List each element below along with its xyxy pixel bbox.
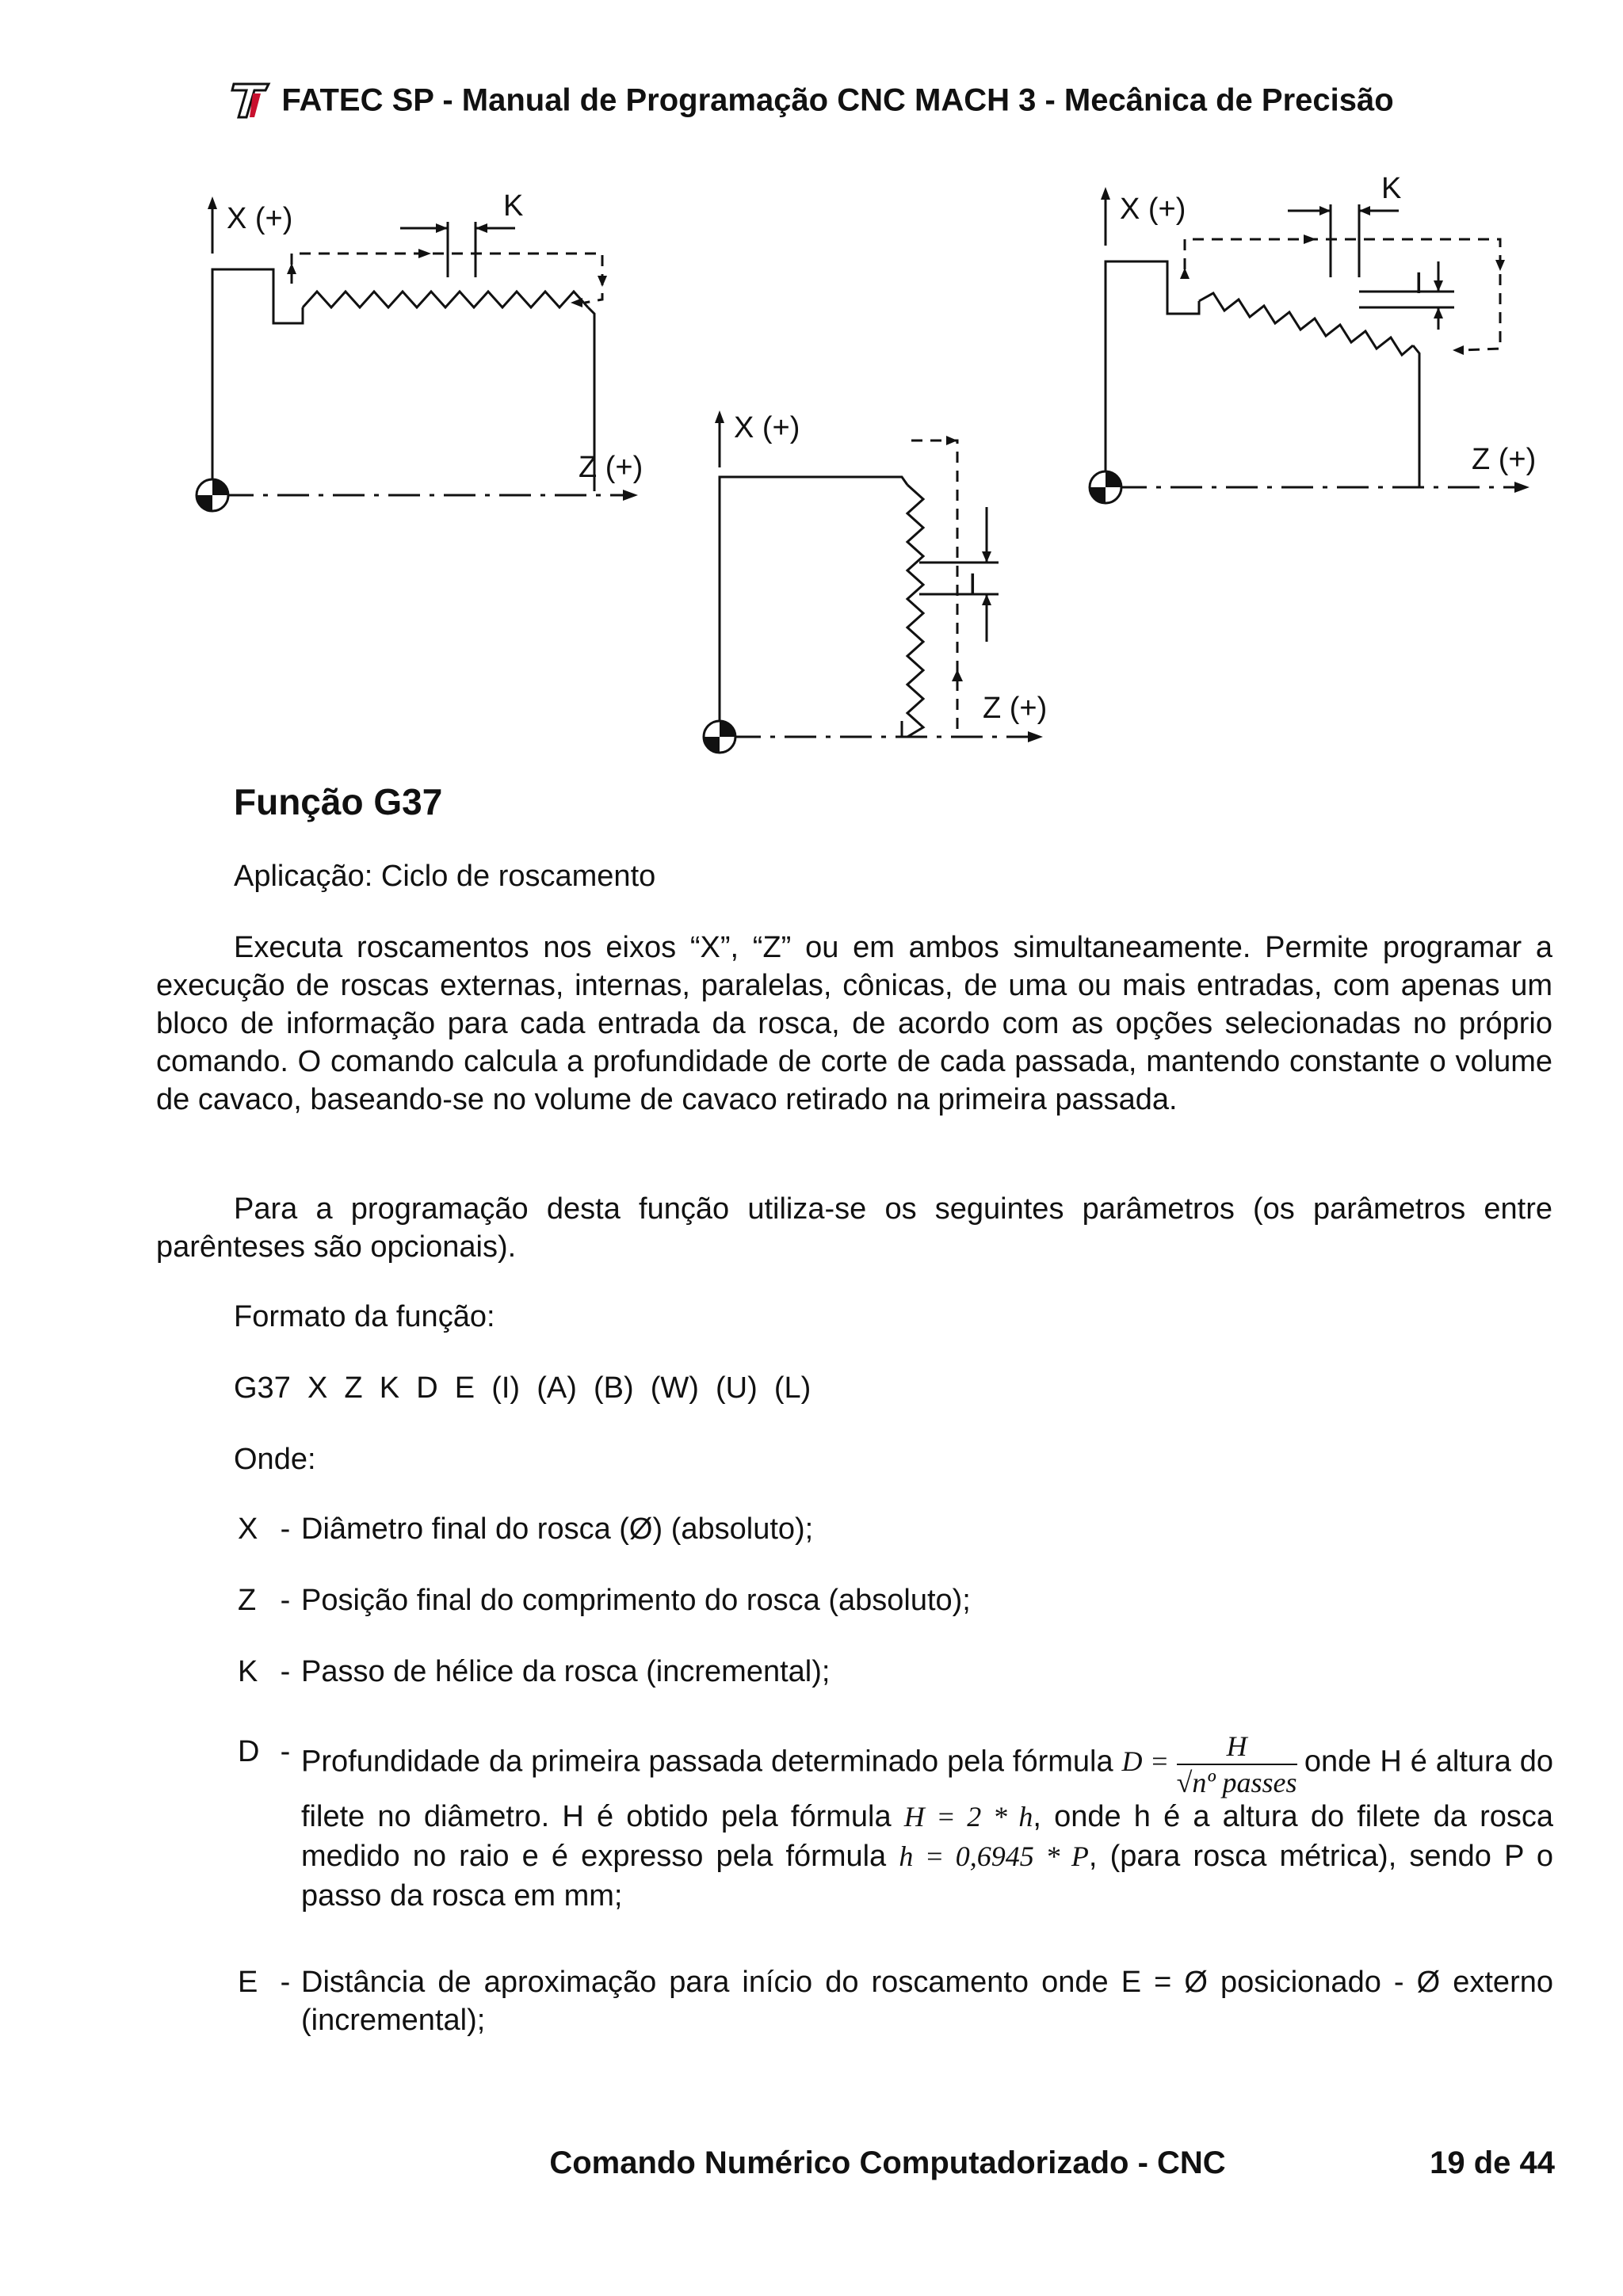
thread-profile xyxy=(1199,293,1413,355)
x-axis-label: X (+) xyxy=(227,202,293,235)
depth-label: I xyxy=(1415,267,1423,300)
format-code: G37 X Z K D E (I) (A) (B) (W) (U) (L) xyxy=(234,1371,812,1405)
thread-cycle-path xyxy=(1185,239,1500,350)
param-d-text-c: , onde h é a altura do filete da rosca medido no raio e é expresso pela fórmula xyxy=(301,1800,1553,1873)
thread-profile xyxy=(303,292,588,307)
formula-d xyxy=(1121,1730,1304,1798)
header-title: FATEC SP - Manual de Programação CNC MACH 3 - Mecânica de Precisão xyxy=(281,82,1394,118)
param-letter: E xyxy=(238,1966,258,1999)
param-d-text-b: onde H é altura do filete no diâmetro. H é obtido pela fórmula xyxy=(301,1745,1554,1833)
param-letter: Z xyxy=(238,1584,257,1617)
x-axis-label: X (+) xyxy=(734,411,800,444)
formula-h: H = 2 * h xyxy=(903,1801,1033,1833)
param-letter: D xyxy=(238,1735,260,1768)
workpiece-outline xyxy=(1106,261,1199,487)
formula-d-numerator: H xyxy=(1226,1730,1247,1762)
param-letter: X xyxy=(238,1512,258,1546)
param-desc xyxy=(301,1732,1553,1916)
param-z xyxy=(238,1581,1553,1619)
param-letter: K xyxy=(238,1655,258,1688)
param-x xyxy=(238,1510,1553,1548)
param-d-text-d: , (para rosca métrica), sendo P o passo da rosca em mm; xyxy=(301,1840,1553,1913)
formula-d-denominator: √nº passes xyxy=(1177,1764,1297,1797)
z-axis-label: Z (+) xyxy=(1472,443,1537,476)
where-label: Onde: xyxy=(234,1443,316,1476)
param-d xyxy=(238,1732,1553,1916)
diagram-tapered-thread xyxy=(1066,174,1565,507)
param-e xyxy=(238,1963,1553,2039)
param-desc: Passo de hélice da rosca (incremental); xyxy=(301,1655,831,1688)
param-desc: Diâmetro final do rosca (Ø) (absoluto); xyxy=(301,1512,814,1546)
pitch-label: K xyxy=(503,189,524,223)
param-desc: Distância de aproximação para início do roscamento onde E = Ø posicionado - Ø externo (incremental); xyxy=(301,1966,1553,2037)
param-dash: - xyxy=(280,1966,291,1999)
param-d-text-a: Profundidade da primeira passada determinado pela fórmula xyxy=(301,1745,1113,1779)
application-line: Aplicação: Ciclo de roscamento xyxy=(234,860,656,893)
param-dash: - xyxy=(280,1584,291,1617)
pitch-label: K xyxy=(1381,174,1402,205)
workpiece-outline xyxy=(212,269,303,491)
formula-d-lhs: D = xyxy=(1121,1745,1170,1778)
page-number: 19 de 44 xyxy=(1430,2145,1555,2180)
fatec-logo-icon xyxy=(229,78,273,122)
section-title: Função G37 xyxy=(234,781,443,822)
paragraph-parameters: Para a programação desta função utiliza-se os seguintes parâmetros (os parâmetros entre parênteses são opcionais). xyxy=(156,1192,1552,1264)
depth-label: I xyxy=(968,568,977,601)
diagram-external-thread xyxy=(182,174,674,523)
page-header xyxy=(0,76,1623,122)
workpiece-end xyxy=(1413,345,1419,487)
formula-d-fraction xyxy=(1177,1732,1297,1797)
param-desc: Posição final do comprimento do rosca (absoluto); xyxy=(301,1584,971,1617)
param-dash: - xyxy=(280,1655,291,1688)
param-dash: - xyxy=(280,1735,291,1768)
param-k xyxy=(238,1653,1553,1691)
z-axis-label: Z (+) xyxy=(983,692,1048,725)
footer-title: Comando Numérico Computadorizado - CNC xyxy=(549,2145,1226,2180)
z-axis-label: Z (+) xyxy=(579,451,643,484)
workpiece-outline xyxy=(720,477,907,737)
paragraph-description: Executa roscamentos nos eixos “X”, “Z” ou em ambos simultaneamente. Permite programar a execução de roscas externas, internas, paralelas, cônicas, de uma ou mais entradas, com apenas um bloco de informação para cada entrada da rosca, de acordo com as opções selecionadas no próprio comando. O comando calcula a profundidade de corte de cada passada, mantendo constante o volume de cavaco, baseando-se no volume de cavaco retirado na primeira passada. xyxy=(156,931,1552,1116)
format-label: Formato da função: xyxy=(234,1300,495,1333)
param-dash: - xyxy=(280,1512,291,1546)
formula-small-h: h = 0,6945 * P xyxy=(899,1840,1089,1872)
thread-profile xyxy=(907,485,923,737)
diagram-face-thread xyxy=(689,396,1086,769)
x-axis-label: X (+) xyxy=(1120,193,1186,226)
